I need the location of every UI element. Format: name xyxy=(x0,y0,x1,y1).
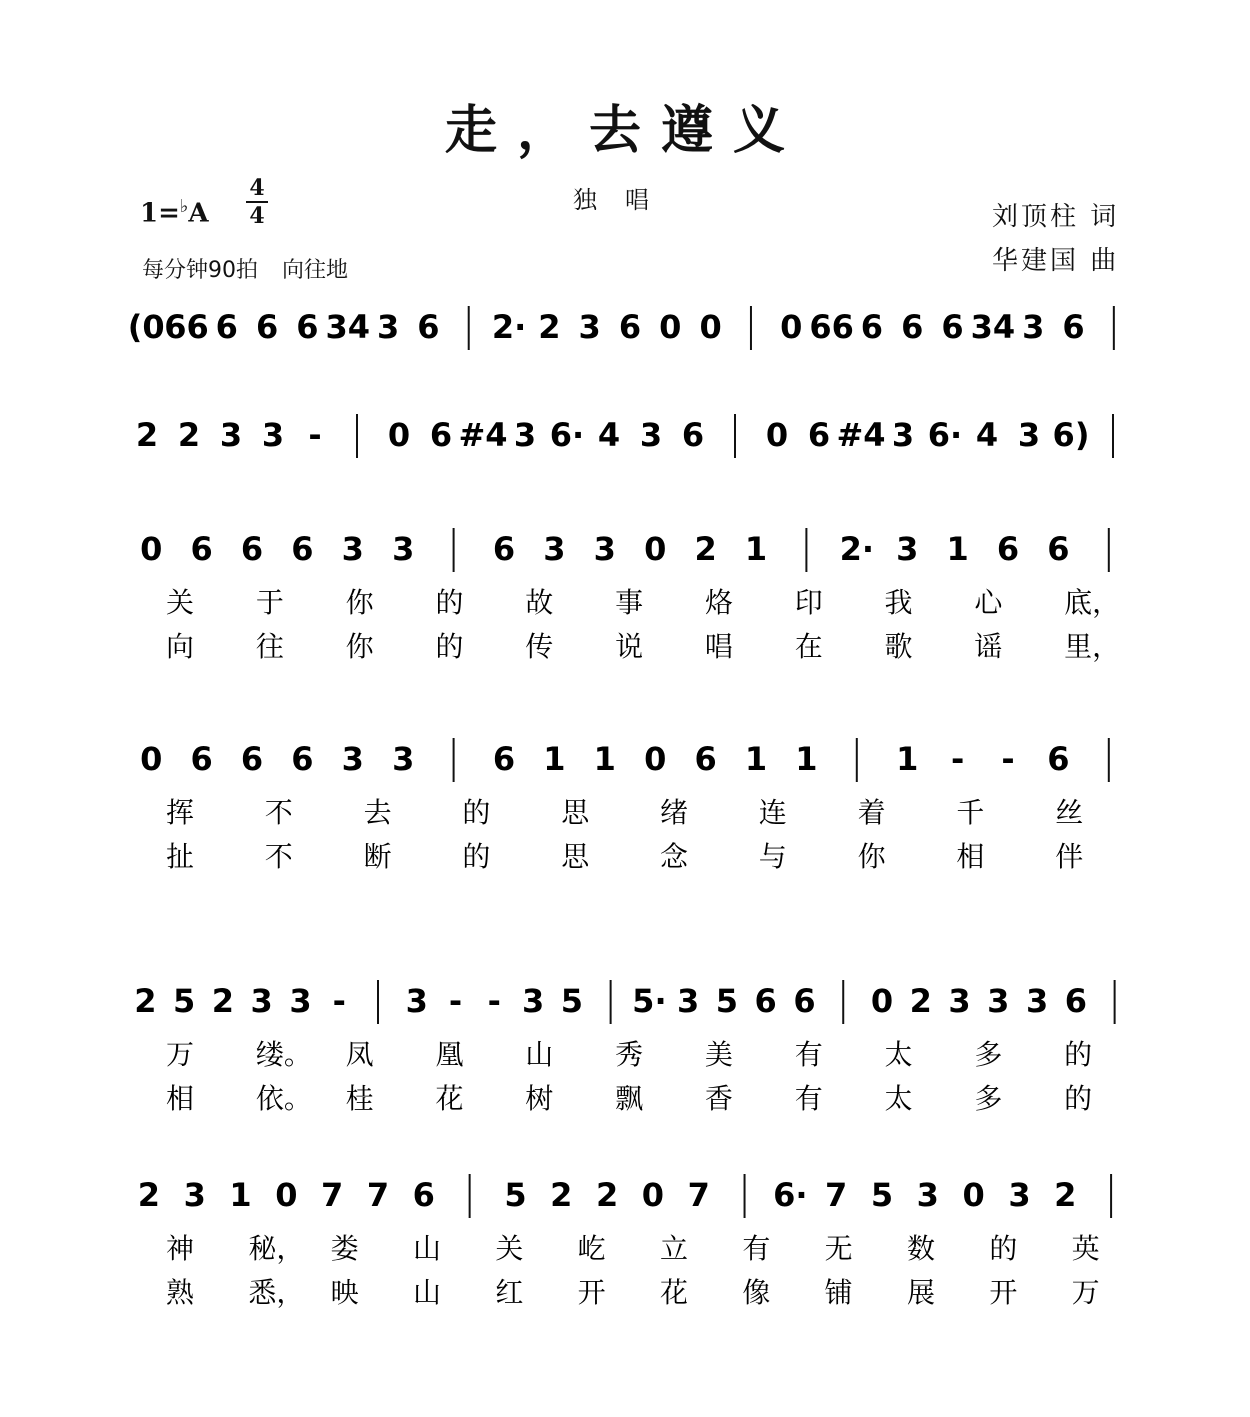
lyric-syllable: 山 xyxy=(413,1276,442,1309)
note: 2 xyxy=(550,1176,573,1214)
note: 0 xyxy=(387,416,411,454)
lyric-syllable: 的 xyxy=(435,586,464,619)
performance-type: 独唱 xyxy=(573,186,677,214)
lyric-syllable: 多 xyxy=(974,1082,1003,1115)
lyric-syllable: 不 xyxy=(264,796,293,829)
lyric-syllable: 你 xyxy=(345,630,374,663)
lyric-syllable: 桂 xyxy=(345,1082,374,1115)
note: 1 xyxy=(946,530,969,568)
note: 3 xyxy=(1008,1176,1031,1214)
note: - xyxy=(448,982,463,1020)
lyric-syllable: 香 xyxy=(704,1082,733,1115)
composer-credit: 华建国 曲 xyxy=(992,246,1120,276)
song-title: 走，去遵义 xyxy=(444,100,805,161)
lyric-syllable: 丝 xyxy=(1055,796,1084,829)
note: 6 xyxy=(996,530,1020,568)
note: 3 xyxy=(1017,416,1041,454)
note: 6 xyxy=(429,416,453,454)
lyric-syllable: 数 xyxy=(907,1232,936,1265)
note: - xyxy=(487,982,501,1020)
lyricist-credit: 刘顶柱 词 xyxy=(992,202,1120,232)
note: 3 xyxy=(916,1176,939,1214)
note: 3 xyxy=(578,308,601,346)
lyric-syllable: 红 xyxy=(495,1276,524,1309)
note: 6· xyxy=(773,1176,808,1214)
note: #4 xyxy=(458,416,508,454)
note: 3 xyxy=(987,982,1010,1020)
lyric-syllable: 有 xyxy=(794,1038,823,1071)
note: 2 xyxy=(595,1176,619,1214)
note: 6 xyxy=(1064,982,1087,1020)
lyric-syllable: 缕。 xyxy=(255,1038,312,1071)
note: 3 xyxy=(639,416,663,454)
note: 6 xyxy=(694,740,717,778)
note: 66 xyxy=(164,308,209,346)
note: 3 xyxy=(392,530,415,568)
lyric-syllable: 扯 xyxy=(166,840,195,873)
note: 7 xyxy=(366,1176,390,1214)
lyric-syllable: 挥 xyxy=(166,796,195,829)
note: 3 xyxy=(405,982,428,1020)
note: 3 xyxy=(289,982,312,1020)
lyric-syllable: 关 xyxy=(166,586,195,619)
lyric-syllable: 的 xyxy=(462,840,491,873)
note: 34 xyxy=(325,308,371,346)
lyric-syllable: 凤 xyxy=(345,1038,374,1071)
lyric-syllable: 悉， xyxy=(248,1276,305,1309)
lyric-syllable: 我 xyxy=(884,586,913,619)
lyric-syllable: 神 xyxy=(166,1232,195,1265)
lyric-syllable: 山 xyxy=(413,1232,442,1265)
lyric-syllable: 多 xyxy=(974,1038,1003,1071)
note: 6 xyxy=(492,740,516,778)
lyric-syllable: 花 xyxy=(435,1082,464,1115)
lyric-syllable: 思 xyxy=(561,840,590,873)
lyric-syllable: 不 xyxy=(264,840,293,873)
lyric-syllable: 的 xyxy=(1064,1082,1093,1115)
note: 3 xyxy=(1022,308,1045,346)
note: - xyxy=(332,982,346,1020)
lyric-syllable: 飘 xyxy=(615,1082,644,1115)
lyric-syllable: 着 xyxy=(857,796,886,829)
note: 5 xyxy=(870,1176,894,1214)
note: 0 xyxy=(962,1176,985,1214)
note: - xyxy=(1001,740,1015,778)
lyric-syllable: 烙 xyxy=(704,586,733,619)
note: 3 xyxy=(183,1176,206,1214)
note: 5 xyxy=(173,982,196,1020)
note: 2 xyxy=(694,530,717,568)
lyric-syllable: 秀 xyxy=(615,1038,644,1071)
tempo-speed: 每分钟90拍 xyxy=(142,258,258,283)
note: #4 xyxy=(836,416,886,454)
lyric-syllable: 屹 xyxy=(577,1232,606,1265)
note: 6· xyxy=(927,416,963,454)
lyric-syllable: 传 xyxy=(525,630,554,663)
lyric-syllable: 印 xyxy=(794,586,823,619)
note: 3 xyxy=(521,982,545,1020)
score-line-4 xyxy=(140,738,1109,873)
note: 2 xyxy=(177,416,201,454)
note: 0 xyxy=(765,416,789,454)
score-line-6 xyxy=(138,1174,1111,1309)
note: 3 xyxy=(513,416,537,454)
note: 6 xyxy=(240,530,264,568)
score-line-2 xyxy=(136,414,1113,458)
note: 3 xyxy=(219,416,243,454)
score-line-1 xyxy=(128,306,1114,350)
note: 2 xyxy=(909,982,932,1020)
note: 3 xyxy=(250,982,273,1020)
lyric-syllable: 的 xyxy=(462,796,491,829)
note: - xyxy=(950,740,965,778)
lyric-syllable: 断 xyxy=(363,840,392,873)
note: 1 xyxy=(896,740,919,778)
lyric-syllable: 的 xyxy=(435,630,464,663)
note: 3 xyxy=(392,740,415,778)
lyric-syllable: 立 xyxy=(660,1232,689,1265)
note: 2 xyxy=(1054,1176,1077,1214)
lyric-syllable: 开 xyxy=(577,1276,606,1309)
note: 6 xyxy=(1047,740,1070,778)
note: 4 xyxy=(975,416,999,454)
note: 6) xyxy=(1052,416,1090,454)
lyric-syllable: 去 xyxy=(363,796,392,829)
note: 5 xyxy=(504,1176,527,1214)
lyric-syllable: 关 xyxy=(495,1232,524,1265)
note: 6 xyxy=(417,308,440,346)
note: 3 xyxy=(593,530,616,568)
lyric-syllable: 事 xyxy=(615,586,644,619)
note: 2· xyxy=(839,530,875,568)
note: 6 xyxy=(1062,308,1085,346)
note: 0 xyxy=(659,308,682,346)
lyric-syllable: 秘， xyxy=(248,1232,305,1265)
lyric-syllable: 凰 xyxy=(435,1038,464,1071)
note: 0 xyxy=(870,982,894,1020)
note: 0 xyxy=(641,1176,665,1214)
note: 1 xyxy=(229,1176,252,1214)
note: 3 xyxy=(677,982,700,1020)
lyric-syllable: 英 xyxy=(1071,1232,1100,1265)
note: 7 xyxy=(687,1176,710,1214)
note: 6 xyxy=(190,530,213,568)
lyric-syllable: 底， xyxy=(1064,586,1121,619)
note: 66 xyxy=(809,308,854,346)
note: 3 xyxy=(341,740,364,778)
lyric-syllable: 向 xyxy=(166,630,195,663)
lyric-syllable: 与 xyxy=(758,840,787,873)
lyric-syllable: 往 xyxy=(255,630,284,663)
note: 6 xyxy=(901,308,924,346)
lyric-syllable: 千 xyxy=(956,796,985,829)
note: 3 xyxy=(341,530,364,568)
lyric-syllable: 连 xyxy=(758,796,787,829)
note: 1 xyxy=(744,530,768,568)
lyric-syllable: 伴 xyxy=(1055,840,1084,873)
note: 4 xyxy=(597,416,621,454)
note: 3 xyxy=(948,982,971,1020)
note: 3 xyxy=(896,530,919,568)
note: 3 xyxy=(261,416,285,454)
note: 6 xyxy=(793,982,816,1020)
score-line-5 xyxy=(134,980,1114,1115)
note: 0 xyxy=(644,740,667,778)
lyric-syllable: 你 xyxy=(857,840,886,873)
lyric-syllable: 念 xyxy=(660,840,689,873)
note: 0 xyxy=(140,740,163,778)
note: 6 xyxy=(255,308,279,346)
note: 3 xyxy=(1025,982,1049,1020)
note: 6· xyxy=(549,416,585,454)
tempo-expression: 向往地 xyxy=(282,258,349,283)
note: 1 xyxy=(543,740,566,778)
lyric-syllable: 熟 xyxy=(166,1276,195,1309)
lyric-syllable: 山 xyxy=(525,1038,554,1071)
note: 6 xyxy=(941,308,964,346)
time-signature-top: 4 xyxy=(249,175,265,201)
time-signature-bottom: 4 xyxy=(249,203,265,229)
lyric-syllable: 故 xyxy=(525,586,554,619)
note: 34 xyxy=(970,308,1016,346)
note: 2 xyxy=(538,308,561,346)
lyric-syllable: 依。 xyxy=(255,1082,312,1115)
note: 0 xyxy=(699,308,722,346)
note: 6 xyxy=(807,416,831,454)
note: 2 xyxy=(134,982,157,1020)
key-signature: 1=♭A xyxy=(140,196,209,229)
note: 7 xyxy=(321,1176,344,1214)
note: 0 xyxy=(140,530,163,568)
note: 1 xyxy=(744,740,768,778)
note: 3 xyxy=(891,416,915,454)
note: 1 xyxy=(795,740,818,778)
lyric-syllable: 万 xyxy=(166,1038,195,1071)
note: 6 xyxy=(240,740,264,778)
lyric-syllable: 唱 xyxy=(704,630,733,663)
lyric-syllable: 谣 xyxy=(974,630,1003,663)
lyric-syllable: 相 xyxy=(166,1082,195,1115)
note: 0 xyxy=(275,1176,298,1214)
lyric-syllable: 的 xyxy=(989,1232,1018,1265)
note: 1 xyxy=(593,740,616,778)
note: 3 xyxy=(543,530,566,568)
note: 5 xyxy=(715,982,739,1020)
lyric-syllable: 于 xyxy=(255,586,284,619)
lyric-syllable: 的 xyxy=(1064,1038,1093,1071)
lyric-syllable: 万 xyxy=(1071,1276,1100,1309)
note: 6 xyxy=(681,416,705,454)
note: - xyxy=(308,416,322,454)
lyric-syllable: 绪 xyxy=(660,796,689,829)
lyric-syllable: 展 xyxy=(907,1276,936,1309)
lyric-syllable: 有 xyxy=(742,1232,771,1265)
lyric-syllable: 歌 xyxy=(884,630,913,663)
note: 3 xyxy=(376,308,400,346)
note: 2 xyxy=(135,416,159,454)
lyric-syllable: 心 xyxy=(974,586,1003,619)
lyric-syllable: 树 xyxy=(525,1082,554,1115)
note: 6 xyxy=(860,308,884,346)
note: 5 xyxy=(560,982,583,1020)
note: 7 xyxy=(825,1176,848,1214)
lyric-syllable: 思 xyxy=(561,796,590,829)
lyric-syllable: 映 xyxy=(330,1276,359,1309)
lyric-syllable: 娄 xyxy=(330,1232,359,1265)
lyric-syllable: 太 xyxy=(884,1038,913,1071)
lyric-syllable: 说 xyxy=(615,630,644,663)
lyric-syllable: 无 xyxy=(824,1232,853,1265)
note: 6 xyxy=(291,530,314,568)
lyric-syllable: 在 xyxy=(794,630,823,663)
lyric-syllable: 相 xyxy=(956,840,985,873)
note: 6 xyxy=(215,308,238,346)
note: 6 xyxy=(296,308,319,346)
lyric-syllable: 花 xyxy=(660,1276,689,1309)
lyric-syllable: 开 xyxy=(989,1276,1018,1309)
note: 6 xyxy=(291,740,314,778)
note: 0 xyxy=(644,530,667,568)
note: 5· xyxy=(632,982,667,1020)
lyric-syllable: 太 xyxy=(884,1082,913,1115)
note: 6 xyxy=(1047,530,1070,568)
lyric-syllable: 有 xyxy=(794,1082,823,1115)
note: 2 xyxy=(137,1176,161,1214)
note: 6 xyxy=(618,308,642,346)
lyric-syllable: 里， xyxy=(1064,630,1121,663)
lyric-syllable: 你 xyxy=(345,586,374,619)
note: 0 xyxy=(780,308,803,346)
note: (0 xyxy=(127,308,165,346)
score-line-3 xyxy=(140,528,1120,663)
note: 2 xyxy=(211,982,235,1020)
note: 6 xyxy=(754,982,777,1020)
note: 6 xyxy=(412,1176,435,1214)
lyric-syllable: 铺 xyxy=(824,1276,853,1309)
note: 2· xyxy=(491,308,527,346)
lyric-syllable: 像 xyxy=(742,1276,771,1309)
note: 6 xyxy=(190,740,213,778)
note: 6 xyxy=(492,530,516,568)
lyric-syllable: 美 xyxy=(704,1038,733,1071)
